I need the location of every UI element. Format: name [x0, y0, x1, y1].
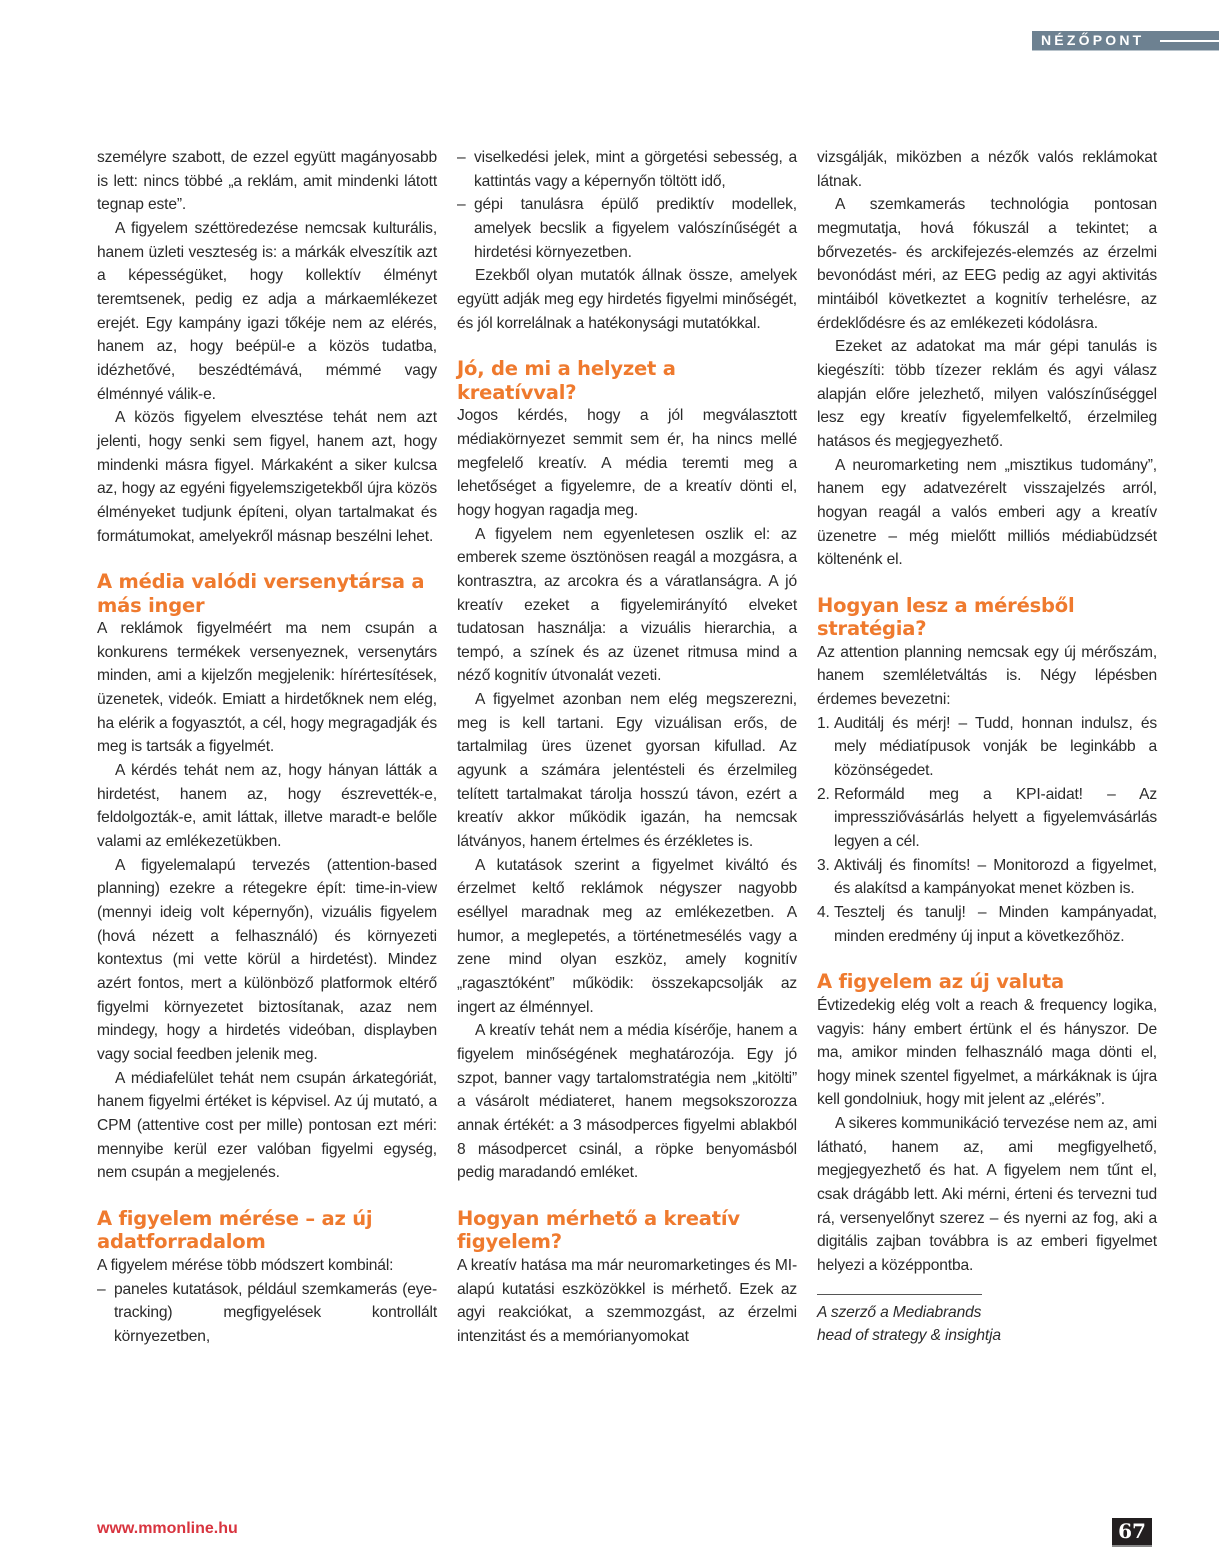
- article-column-1: [97, 146, 437, 1349]
- article-column-3: [817, 146, 1157, 1348]
- paragraph: A médiafelület tehát nem csupán árkategóriát, hanem figyelmi értéket is képvisel. Az új mutató, a CPM (attentive cost per mille) pontosan ezt méri: mennyibe kerül ezer valóban figyelmi egység, nem csupán a megjelenés.: [97, 1069, 437, 1182]
- dash-bullet-icon: –: [97, 1280, 106, 1298]
- step-text: Tesztelj és tanulj! – Minden kampányadat, minden eredmény új input a következőhöz.: [834, 904, 1157, 945]
- subheading: A média valódi versenytársa a más inger: [97, 570, 425, 617]
- numbered-step: [817, 783, 1157, 854]
- bullet-item: [457, 193, 797, 264]
- signature-divider: [817, 1294, 982, 1295]
- section-underline: [1032, 50, 1219, 51]
- paragraph: A közös figyelem elvesztése tehát nem azt jelenti, hogy senki sem figyel, hanem azt, hogy mindenki másra figyel. Márkaként a siker kulcsa az, hogy az egyéni figyelemszigetekből újra közös élményeket tudjunk építeni, olyan tartalmakat és formátumokat, amelyekről másnap beszélni lehet.: [97, 409, 437, 545]
- paragraph: Ezeket az adatokat ma már gépi tanulás is kiegészíti: több tízezer reklám és agyi válasz alapján előre jelezhető, milyen valószínűséggel lesz egy kreatív figyelemfelkeltő, érzelmileg hatásos és megjegyezhető.: [817, 338, 1157, 450]
- paragraph: A kreatív hatása ma már neuromarketinges és MI-alapú kutatási eszközökkel is mérhető. Ezek az agyi reakciókat, a szemmozgást, az érzelmi intenzitást és a memórianyomokat: [457, 1256, 797, 1345]
- numbered-step: [817, 712, 1157, 783]
- paragraph: A neuromarketing nem „misztikus tudomány”, hanem egy adatvezérelt visszajelzés arról, hogyan reagál a valós emberi agy a kreatív üzenetre – még mielőtt milliós médiabüdzsét költenénk el.: [817, 456, 1157, 569]
- paragraph: A figyelemalapú tervezés (attention-based planning) ezekre a rétegekre épít: time-in-view (mennyi ideig volt képernyőn), vizuális figyelem (hová nézett a felhasználó) és környezeti kontextus (mi vette körül a hirdetést). Mindez azért fontos, mert a különböző platformok eltérő figyelmi környezetet biztosítanak, azaz nem mindegy, hogy a hirdetés videóban, displayben vagy social feedben jelenik meg.: [97, 856, 437, 1063]
- bullet-text: paneles kutatások, például szemkamerás (eye-tracking) megfigyelések kontrollált környezetben,: [114, 1280, 437, 1345]
- numbered-step: [817, 901, 1157, 948]
- subheading: Hogyan mérhető a kreatív figyelem?: [457, 1206, 740, 1254]
- step-text: Reformáld meg a KPI-aidat! – Az impressziővásárlás helyett a figyelemvásárlás legyen a cél.: [834, 785, 1157, 851]
- paragraph: vizsgálják, miközben a nézők valós reklámokat látnak.: [817, 149, 1157, 190]
- paragraph: A figyelem mérése több módszert kombinál:: [97, 1256, 394, 1274]
- paragraph: A reklámok figyelméért ma nem csupán a konkurens termékek versenyeznek, versenytárs minden, ami a kijelzőn megjelenik: hírértesítések, üzenetek, videók. Emiatt a hirdetőknek nem elég, ha elérik a fogyasztót, a cél, hogy megragadják és meg is tartsák a figyelmét.: [97, 620, 437, 756]
- step-text: Auditálj és mérj! – Tudd, honnan indulsz, és mely médiatípusok vonják be leginkább a közönségedet.: [834, 714, 1157, 780]
- step-text: Aktiválj és finomíts! – Monitorozd a figyelmet, és alakítsd a kampányokat menet közben is.: [834, 856, 1157, 898]
- step-number: 4.: [817, 904, 830, 922]
- paragraph: A kérdés tehát nem az, hogy hányan látták a hirdetést, hanem az, hogy észrevették-e, feldolgozták-e, amit láttak, illetve maradt-e belőle valami az emlékezetükben.: [97, 762, 437, 851]
- bullet-text: gépi tanulásra épülő prediktív modellek, amelyek becslik a figyelem valószínűségét a hirdetési környezetben.: [474, 196, 797, 261]
- paragraph: A figyelem nem egyenletesen oszlik el: az emberek szeme ösztönösen reagál a mozgásra, a kontrasztra, az arcokra és a váratlanságra. A jó kreatív ezeket a figyelemirányító elveket tudatosan használja: a vizuális hierarchia, a tempó, a színek és az üzenet ritmusa mind a néző kognitív útvonalát vezeti.: [457, 525, 797, 685]
- paragraph: személyre szabott, de ezzel együtt magányosabb is lett: nincs többé „a reklám, amit mindenki látott tegnap este”.: [97, 149, 437, 214]
- paragraph: A figyelem széttöredezése nemcsak kulturális, hanem üzleti veszteség is: a márkák elveszítik azt a képességüket, hogy kollektív élményt teremtsenek, pedig ez adja a márkaemlékezet erejét. Egy kampány igazi tőkéje nem az elérés, hanem az, hogy beépül-e a közös tudatba, idézhetővé, beszédtémává, mémmé vagy élménnyé válik-e.: [97, 219, 437, 403]
- paragraph: Ezekből olyan mutatók állnak össze, amelyek együtt adják meg egy hirdetés figyelmi minőségét, és jól korrelálnak a hatékonysági mutatókkal.: [457, 267, 797, 332]
- paragraph: A kreatív tehát nem a média kísérője, hanem a figyelem minőségének meghatározója. Egy jó szpot, banner vagy tartalomstratégia nem „kitölti” a vásárolt médiateret, hanem megsokszorozza annak értékét: a 3 másodperces figyelmi ablakból 8 másodpercet csinál, a röpke benyomásból pedig maradandó emléket.: [457, 1022, 797, 1182]
- paragraph: Az attention planning nemcsak egy új mérőszám, hanem szemléletváltás is. Négy lépésben érdemes bevezetni:: [817, 643, 1157, 709]
- article-column-2: [457, 146, 797, 1349]
- dash-bullet-icon: –: [457, 149, 466, 166]
- website-link[interactable]: www.mmonline.hu: [97, 1520, 238, 1537]
- subheading: Hogyan lesz a mérésből stratégia?: [817, 593, 1075, 641]
- bullet-item: [97, 1278, 437, 1349]
- page-number: 67: [1112, 1518, 1152, 1547]
- subheading: Jó, de mi a helyzet a kreatívval?: [457, 357, 676, 404]
- step-number: 1.: [817, 714, 830, 732]
- author-note-line-1: A szerző a Mediabrands: [817, 1303, 982, 1321]
- step-number: 2.: [817, 785, 830, 803]
- subheading: A figyelem az új valuta: [817, 970, 1064, 994]
- section-rule: [1160, 40, 1219, 42]
- paragraph: A figyelmet azonban nem elég megszerezni, meg is kell tartani. Egy vizuálisan erős, de tartalmilag üres üzenet gyorsan kifullad. Az agyunk a számára jelentésteli és érzelmileg telített tartalmakat tárolja hosszú távon, ezért a kreatív akkor működik igazán, ha nemcsak látványos, hanem értelmes és érzékletes is.: [457, 691, 797, 851]
- paragraph: A sikeres kommunikáció tervezése nem az, ami látható, hanem az, ami megfigyelhető, megjegyezhető és hat. A figyelem nem tűnt el, csak drágább lett. Aki mérni, érteni és tervezni tud rá, versenyelőnyt szerez – és nyerni az fog, aki a digitális zajban továbbra is az emberi figyelmet helyezi a középpontba.: [817, 1115, 1157, 1275]
- numbered-step: [817, 854, 1157, 901]
- author-note-line-2: head of strategy & insightja: [817, 1327, 1001, 1345]
- section-label: NÉZŐPONT: [1041, 32, 1145, 48]
- paragraph: A kutatások szerint a figyelmet kiváltó és érzelmet keltő reklámok négyszer nagyobb eséllyel maradnak meg az emlékezetben. A humor, a meglepetés, a történetmesélés vagy a zene mind olyan eszköz, amely kognitív „ragasztóként” működik: összekapcsolják az ingert az élménnyel.: [457, 856, 797, 1016]
- section-header-bar: [1032, 31, 1219, 50]
- paragraph: A szemkamerás technológia pontosan megmutatja, hová fókuszál a tekintet; a bőrvezetés- és arckifejezés-elemzés az érzelmi bevonódást méri, az EEG pedig az agyi aktivitás mintáiból következtet a kognitív terhelésre, az érdeklődésre és az emlékezeti kódolásra.: [817, 196, 1157, 332]
- subheading: A figyelem mérése – az új adatforradalom: [97, 1206, 373, 1254]
- dash-bullet-icon: –: [457, 196, 466, 214]
- paragraph: Jogos kérdés, hogy a jól megválasztott médiakörnyezet semmit sem ér, ha nincs mellé megfelelő kreatív. A média teremti meg a lehetőséget a figyelemre, de a kreatív dönti el, hogy hogyan ragadja meg.: [457, 407, 797, 519]
- step-number: 3.: [817, 856, 830, 874]
- paragraph: Évtizedekig elég volt a reach & frequency logika, vagyis: hány embert értünk el és hányszor. De ma, amikor minden felhasználó maga dönti el, hogy minek szentel figyelmet, a márkáknak is újra kell gondolniuk, hogy mit jelent az „elérés”.: [817, 996, 1157, 1109]
- bullet-text: viselkedési jelek, mint a görgetési sebesség, a kattintás vagy a képernyőn töltött idő,: [474, 149, 797, 190]
- bullet-item: [457, 146, 797, 193]
